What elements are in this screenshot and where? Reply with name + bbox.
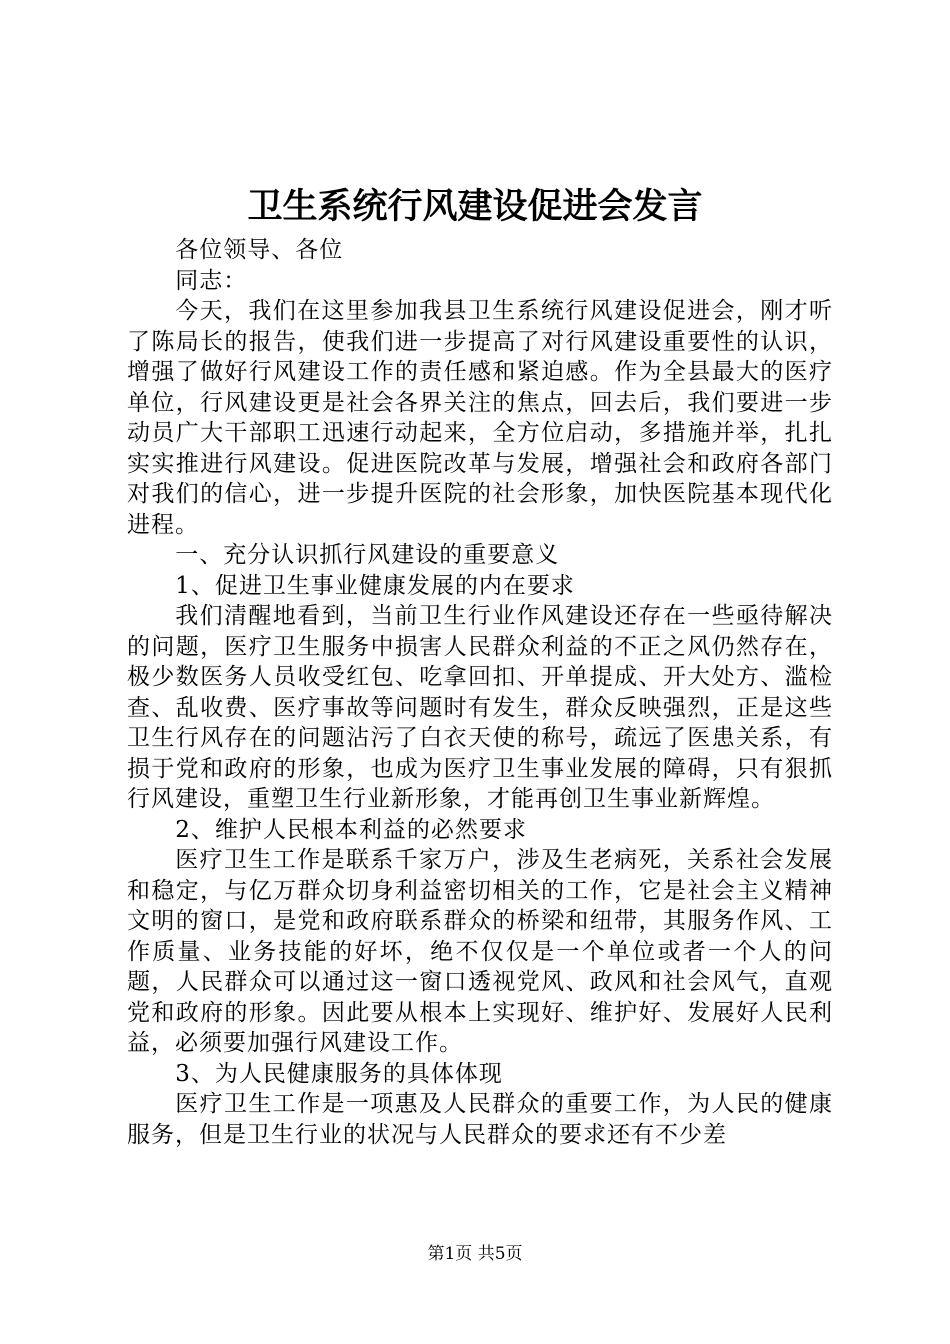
- salutation-line: 同志：: [175, 267, 248, 294]
- body-paragraph: 今天，我们在这里参加我县卫生系统行风建设促进会，刚才听了陈局长的报告，使我们进一步提高了对行风建设重要性的认识，增强了做好行风建设工作的责任感和紧迫感。作为全县最大的医疗单位，行风建设更是社会各界关注的焦点，回去后，我们要进一步动员广大干部职工迅速行动起来，全方位启动，多措施并举，扎扎实实推进行风建设。促进医院改革与发展，增强社会和政府各部门对我们的信心，进一步提升医院的社会形象，加快医院基本现代化进程。: [127, 298, 833, 538]
- body-paragraph: 我们清醒地看到，当前卫生行业作风建设还存在一些亟待解决的问题，医疗卫生服务中损害人民群众利益的不正之风仍然存在，极少数医务人员收受红包、吃拿回扣、开单提成、开大处方、滥检查、乱收费、医疗事故等问题时有发生，群众反映强烈，正是这些卫生行风存在的问题沾污了白衣天使的称号，疏远了医患关系，有损于党和政府的形象，也成为医疗卫生事业发展的障碍，只有狠抓行风建设，重塑卫生行业新形象，才能再创卫生事业新辉煌。: [127, 603, 833, 812]
- salutation-line: 各位领导、各位: [175, 237, 344, 263]
- body-paragraph: 医疗卫生工作是联系千家万户，涉及生老病死，关系社会发展和稳定，与亿万群众切身利益密切相关的工作，它是社会主义精神文明的窗口，是党和政府联系群众的桥梁和纽带，其服务作风、工作质量、业务技能的好坏，绝不仅仅是一个单位或者一个人的问题，人民群众可以通过这一窗口透视党风、政风和社会风气，直观党和政府的形象。因此要从根本上实现好、维护好、发展好人民利益，必须要加强行风建设工作。: [127, 847, 833, 1056]
- subsection-heading: 3、为人民健康服务的具体体现: [175, 1060, 503, 1087]
- document-title: 卫生系统行风建设促进会发言: [247, 186, 703, 227]
- page-number-footer: 第1页 共5页: [427, 1244, 523, 1264]
- body-paragraph: 医疗卫生工作是一项惠及人民群众的重要工作，为人民的健康服务，但是卫生行业的状况与人民群众的要求还有不少差: [127, 1091, 833, 1148]
- subsection-heading: 2、维护人民根本利益的必然要求: [175, 816, 527, 843]
- section-heading: 一、充分认识抓行风建设的重要意义: [175, 542, 560, 568]
- document-body: [127, 235, 833, 1150]
- subsection-heading: 1、促进卫生事业健康发展的内在要求: [175, 572, 575, 599]
